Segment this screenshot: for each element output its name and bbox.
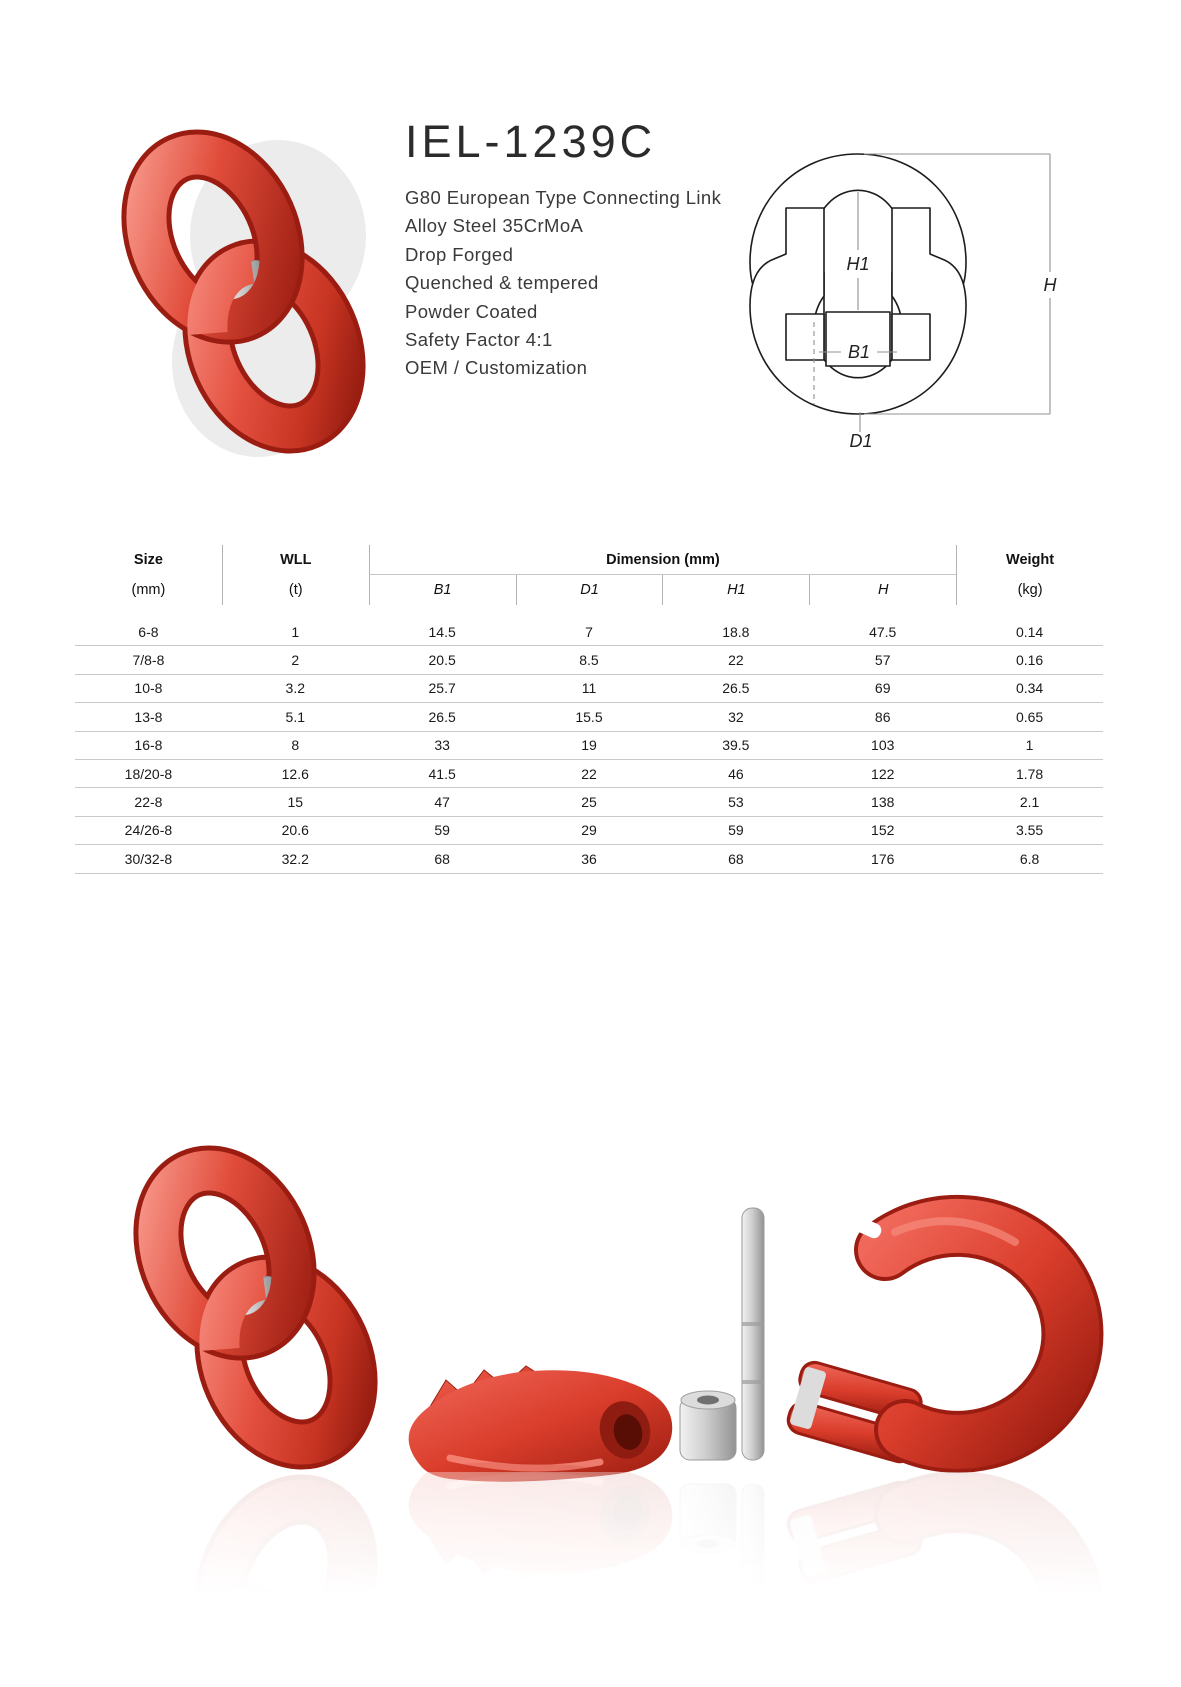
cell-wll: 8 [291, 737, 300, 754]
cell-weight: 6.8 [1019, 850, 1040, 867]
cell-h1: 26.5 [722, 680, 750, 697]
header-size: Size [133, 552, 163, 568]
dim-label-h: H [1043, 275, 1057, 295]
cell-h: 69 [874, 680, 891, 697]
cell-h1: 39.5 [722, 737, 750, 754]
feature-line: Safety Factor 4:1 [405, 329, 553, 351]
table-body [75, 618, 1103, 874]
feature-line: Drop Forged [405, 243, 514, 265]
cell-h1: 68 [728, 850, 744, 867]
dim-label-b1: B1 [847, 342, 871, 362]
cell-h: 57 [874, 652, 891, 669]
cell-h1: 59 [728, 822, 744, 839]
dim-label-d1: D1 [849, 431, 873, 450]
cell-weight: 1.78 [1015, 765, 1044, 782]
cell-b1: 20.5 [428, 652, 456, 669]
cell-wll: 5.1 [285, 708, 305, 725]
cell-d1: 22 [581, 765, 597, 782]
cell-weight: 0.34 [1015, 680, 1044, 697]
product-model: IEL-1239C [405, 116, 657, 167]
feature-line: Quenched & tempered [405, 272, 599, 294]
header-weight: Weight [956, 545, 1103, 575]
assembled-link-photo [133, 1149, 377, 1466]
cell-h: 122 [871, 765, 895, 782]
header-h: H [809, 575, 956, 605]
cell-weight: 3.55 [1015, 822, 1044, 839]
cell-b1: 47 [434, 794, 450, 811]
cell-d1: 15.5 [575, 708, 603, 725]
feature-line: OEM / Customization [405, 357, 588, 379]
spec-table [75, 545, 1103, 874]
feature-line: Powder Coated [405, 300, 538, 322]
table-row [75, 618, 1103, 646]
table-header [75, 545, 1103, 605]
header-weight-unit: (kg) [956, 575, 1103, 605]
title-block [405, 116, 722, 383]
feature-list [405, 184, 722, 383]
cell-d1: 8.5 [579, 652, 599, 669]
cell-b1: 26.5 [428, 708, 456, 725]
cell-b1: 25.7 [428, 680, 456, 697]
steel-sleeve [680, 1391, 736, 1460]
half-link-standing [783, 1215, 1072, 1467]
header-wll-unit: (t) [222, 575, 369, 605]
cell-h: 86 [874, 708, 891, 725]
table-row [75, 703, 1103, 731]
cell-wll: 32.2 [281, 850, 309, 867]
cell-b1: 41.5 [428, 765, 456, 782]
cell-weight: 0.65 [1015, 708, 1044, 725]
header-d1: D1 [516, 575, 663, 605]
cell-d1: 36 [581, 850, 597, 867]
cell-size: 13-8 [134, 708, 163, 725]
dim-label-h1: H1 [846, 254, 870, 274]
cell-d1: 11 [581, 680, 597, 697]
table-row [75, 845, 1103, 873]
product-photo-components [90, 1080, 1130, 1620]
header-b1: B1 [369, 575, 516, 605]
cell-size: 18/20-8 [124, 765, 173, 782]
cell-h: 138 [871, 794, 895, 811]
table-row [75, 760, 1103, 788]
cell-wll: 12.6 [281, 765, 309, 782]
cell-h: 152 [871, 822, 895, 839]
cell-b1: 68 [434, 850, 450, 867]
feature-line: Alloy Steel 35CrMoA [405, 215, 584, 237]
cell-h1: 22 [728, 652, 744, 669]
header-wll: WLL [222, 545, 369, 575]
cell-wll: 3.2 [285, 680, 305, 697]
cell-h1: 18.8 [722, 623, 750, 640]
cell-wll: 20.6 [281, 822, 309, 839]
cell-b1: 14.5 [428, 623, 456, 640]
cell-weight: 1 [1025, 737, 1034, 754]
cell-size: 22-8 [134, 794, 163, 811]
cell-size: 16-8 [134, 737, 163, 754]
cell-wll: 15 [287, 794, 304, 811]
header-h1: H1 [662, 575, 809, 605]
cell-size: 10-8 [134, 680, 163, 697]
cell-size: 6-8 [138, 623, 159, 640]
cell-h1: 32 [728, 708, 744, 725]
product-photo-main [106, 124, 388, 464]
table-row [75, 788, 1103, 816]
table-row [75, 817, 1103, 845]
cell-size: 30/32-8 [124, 850, 173, 867]
cell-d1: 29 [581, 822, 597, 839]
cell-b1: 33 [434, 737, 450, 754]
cell-size: 7/8-8 [132, 652, 165, 669]
technical-drawing [698, 112, 1088, 450]
cell-wll: 2 [291, 652, 300, 669]
cell-d1: 7 [585, 623, 593, 640]
steel-pin [742, 1208, 764, 1460]
table-row [75, 732, 1103, 760]
cell-weight: 0.14 [1015, 623, 1044, 640]
cell-d1: 25 [581, 794, 597, 811]
cell-h: 47.5 [869, 623, 897, 640]
header-dimension-group: Dimension (mm) [369, 545, 956, 575]
cell-d1: 19 [581, 737, 597, 754]
table-row [75, 646, 1103, 674]
header-size-unit: (mm) [131, 582, 166, 598]
cell-h: 176 [871, 850, 895, 867]
cell-h1: 53 [728, 794, 744, 811]
cell-weight: 0.16 [1015, 652, 1044, 669]
table-row [75, 675, 1103, 703]
cell-weight: 2.1 [1019, 794, 1040, 811]
cell-wll: 1 [291, 623, 300, 640]
cell-b1: 59 [434, 822, 450, 839]
cell-size: 24/26-8 [124, 822, 173, 839]
cell-h1: 46 [728, 765, 744, 782]
feature-line: G80 European Type Connecting Link [405, 187, 722, 208]
cell-h: 103 [871, 737, 895, 754]
